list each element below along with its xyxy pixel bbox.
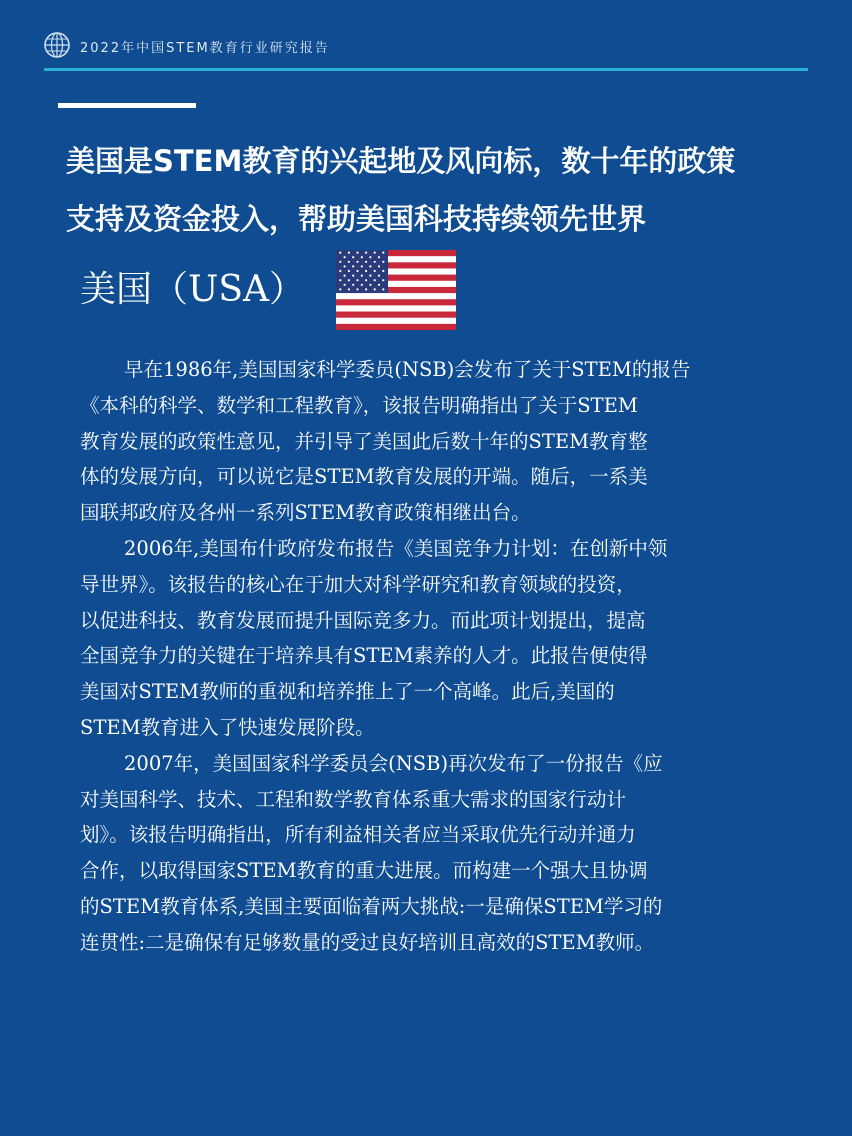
country-label: 美国（USA） <box>80 269 306 310</box>
header-divider <box>44 68 808 71</box>
paragraph <box>80 531 780 746</box>
text-line: 教育发展的政策性意见，并引导了美国此后数十年的STEM教育整 <box>80 429 648 453</box>
text-line: 合作，以取得国家STEM教育的重大进展。而构建一个强大且协调 <box>80 859 648 883</box>
text-line: 美国对STEM教师的重视和培养推上了一个高峰。此后,美国的 <box>80 680 615 704</box>
text-line: 以促进科技、教育发展而提升国际竞多力。而此项计划提出，提高 <box>80 608 646 632</box>
us-flag-icon <box>336 250 456 330</box>
text-line: 《本科的科学、数学和工程教育》，该报告明确指出了关于STEM <box>80 393 638 417</box>
text-line: 2007年，美国国家科学委员会(NSB)再次发布了一份报告《应 <box>124 751 663 775</box>
page-header <box>44 30 808 70</box>
text-line: 的STEM教育体系,美国主要面临着两大挑战:一是确保STEM学习的 <box>80 894 663 918</box>
text-line: 导世界》。该报告的核心在于加大对科学研究和教育领域的投资， <box>80 572 636 596</box>
headline-line: 支持及资金投入，帮助美国科技持续领先世界 <box>66 202 647 236</box>
text-line: 早在1986年,美国国家科学委员(NSB)会发布了关于STEM的报告 <box>124 358 691 381</box>
page-headline <box>66 132 816 248</box>
paragraph <box>80 352 780 531</box>
globe-logo-icon <box>44 32 70 58</box>
article-body <box>80 352 780 961</box>
text-line: 划》。该报告明确指出，所有利益相关者应当采取优先行动并通力 <box>80 823 636 847</box>
text-line: 国联邦政府及各州一系列STEM教育政策相继出台。 <box>80 501 531 525</box>
text-line: STEM教育进入了快速发展阶段。 <box>80 715 375 739</box>
text-line: 对美国科学、技术、工程和数学教育体系重大需求的国家行动计 <box>80 787 627 811</box>
text-line: 体的发展方向，可以说它是STEM教育发展的开端。随后，一系美 <box>80 465 648 489</box>
headline-accent-bar <box>58 103 196 108</box>
paragraph <box>80 746 780 961</box>
report-title: 2022年中国STEM教育行业研究报告 <box>80 41 330 56</box>
text-line: 连贯性:二是确保有足够数量的受过良好培训且高效的STEM教师。 <box>80 930 655 954</box>
text-line: 全国竞争力的关键在于培养具有STEM素养的人才。此报告便使得 <box>80 644 648 668</box>
headline-line: 美国是STEM教育的兴起地及风向标，数十年的政策 <box>66 144 736 178</box>
text-line: 2006年,美国布什政府发布报告《美国竞争力计划：在创新中领 <box>124 536 668 560</box>
